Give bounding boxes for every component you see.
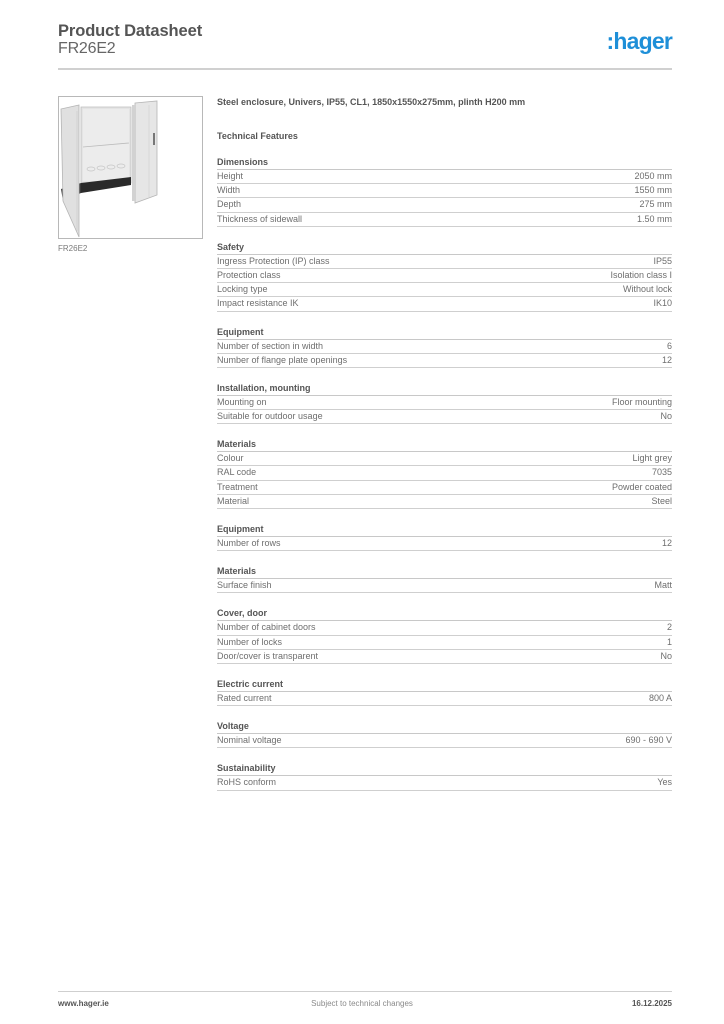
spec-value: 12	[661, 354, 672, 365]
spec-value: IP55	[653, 255, 672, 266]
section-heading: Equipment	[217, 326, 672, 340]
spec-label: Protection class	[217, 269, 281, 280]
spec-label: Number of flange plate openings	[217, 354, 348, 365]
footer-divider	[58, 991, 672, 992]
spec-section	[217, 156, 672, 227]
section-heading: Materials	[217, 438, 672, 452]
spec-label: Number of cabinet doors	[217, 622, 316, 633]
spec-row	[217, 297, 672, 311]
spec-value: 275 mm	[639, 199, 672, 210]
spec-row	[217, 340, 672, 354]
spec-label: Mounting on	[217, 396, 267, 407]
spec-label: Thickness of sidewall	[217, 213, 303, 224]
spec-value: 1	[666, 636, 672, 647]
spec-value: 2050 mm	[634, 171, 672, 181]
spec-row	[217, 621, 672, 635]
spec-section	[217, 438, 672, 509]
spec-value: Without lock	[622, 284, 672, 295]
spec-row	[217, 170, 672, 184]
spec-section	[217, 720, 672, 748]
spec-label: Nominal voltage	[217, 735, 282, 746]
spec-section	[217, 241, 672, 312]
product-image	[58, 96, 203, 239]
spec-section	[217, 326, 672, 368]
spec-row	[217, 495, 672, 509]
footer-website-link[interactable]: www.hager.ie	[58, 999, 109, 1008]
product-code: FR26E2	[58, 40, 116, 57]
product-description: Steel enclosure, Univers, IP55, CL1, 1850x1550x275mm, plinth H200 mm	[217, 97, 526, 107]
spec-section	[217, 382, 672, 424]
spec-section	[217, 678, 672, 706]
section-heading: Sustainability	[217, 762, 672, 776]
spec-label: Suitable for outdoor usage	[217, 411, 323, 422]
section-heading: Cover, door	[217, 607, 672, 621]
spec-value: No	[660, 411, 672, 422]
datasheet-content	[217, 96, 672, 791]
spec-value: 1.50 mm	[636, 213, 672, 224]
enclosure-illustration-icon	[59, 97, 202, 238]
spec-value: 1550 mm	[634, 185, 672, 196]
section-heading: Materials	[217, 565, 672, 579]
footer-notice: Subject to technical changes	[311, 999, 413, 1008]
section-heading: Electric current	[217, 678, 672, 692]
spec-section	[217, 523, 672, 551]
spec-row	[217, 636, 672, 650]
image-caption: FR26E2	[58, 244, 88, 253]
spec-label: Material	[217, 495, 250, 506]
spec-label: Door/cover is transparent	[217, 650, 319, 661]
spec-row	[217, 184, 672, 198]
spec-row	[217, 481, 672, 495]
spec-label: Number of locks	[217, 636, 283, 647]
spec-label: Height	[217, 171, 244, 181]
spec-value: Steel	[651, 495, 672, 506]
spec-value: Yes	[657, 777, 672, 788]
spec-label: Ingress Protection (IP) class	[217, 255, 330, 266]
section-heading: Safety	[217, 241, 672, 255]
spec-value: Matt	[654, 580, 672, 591]
spec-value: 690 - 690 V	[625, 735, 672, 746]
header-divider	[58, 68, 672, 70]
spec-row	[217, 354, 672, 368]
spec-row	[217, 734, 672, 748]
spec-label: Surface finish	[217, 580, 272, 591]
spec-value: Isolation class I	[610, 269, 672, 280]
spec-section	[217, 607, 672, 664]
spec-value: No	[660, 650, 672, 661]
spec-row	[217, 410, 672, 424]
spec-value: 6	[666, 340, 672, 351]
spec-row	[217, 650, 672, 664]
spec-label: Locking type	[217, 284, 268, 295]
spec-row	[217, 213, 672, 227]
spec-label: Number of rows	[217, 538, 281, 548]
spec-row	[217, 452, 672, 466]
spec-row	[217, 269, 672, 283]
spec-value: Powder coated	[611, 481, 672, 492]
section-heading: Equipment	[217, 523, 672, 537]
spec-value: 800 A	[648, 692, 672, 703]
spec-label: Treatment	[217, 481, 258, 492]
document-title: Product Datasheet	[58, 22, 203, 40]
spec-label: Colour	[217, 453, 244, 464]
spec-label: Rated current	[217, 692, 272, 703]
spec-section	[217, 565, 672, 593]
spec-row	[217, 692, 672, 706]
spec-value: 7035	[651, 467, 672, 478]
spec-row	[217, 579, 672, 593]
spec-label: Impact resistance IK	[217, 298, 299, 309]
spec-row	[217, 537, 672, 551]
footer-date: 16.12.2025	[631, 999, 672, 1008]
section-heading: Voltage	[217, 720, 672, 734]
spec-label: Number of section in width	[217, 340, 324, 351]
section-heading: Installation, mounting	[217, 382, 672, 396]
hager-logo: :hager	[606, 28, 672, 54]
spec-row	[217, 198, 672, 212]
spec-label: RoHS conform	[217, 777, 277, 788]
spec-value: Light grey	[632, 453, 672, 464]
spec-row	[217, 255, 672, 269]
section-heading: Dimensions	[217, 156, 672, 170]
spec-row	[217, 776, 672, 790]
technical-features-heading: Technical Features	[217, 131, 298, 141]
page-header	[58, 22, 672, 68]
spec-row	[217, 283, 672, 297]
spec-value: 12	[661, 538, 672, 548]
spec-row	[217, 466, 672, 480]
spec-value: 2	[666, 622, 672, 633]
spec-label: Depth	[217, 199, 242, 210]
spec-section	[217, 762, 672, 790]
spec-label: RAL code	[217, 467, 257, 478]
spec-row	[217, 396, 672, 410]
spec-value: Floor mounting	[611, 396, 672, 407]
spec-value: IK10	[653, 298, 672, 309]
spec-label: Width	[217, 185, 241, 196]
